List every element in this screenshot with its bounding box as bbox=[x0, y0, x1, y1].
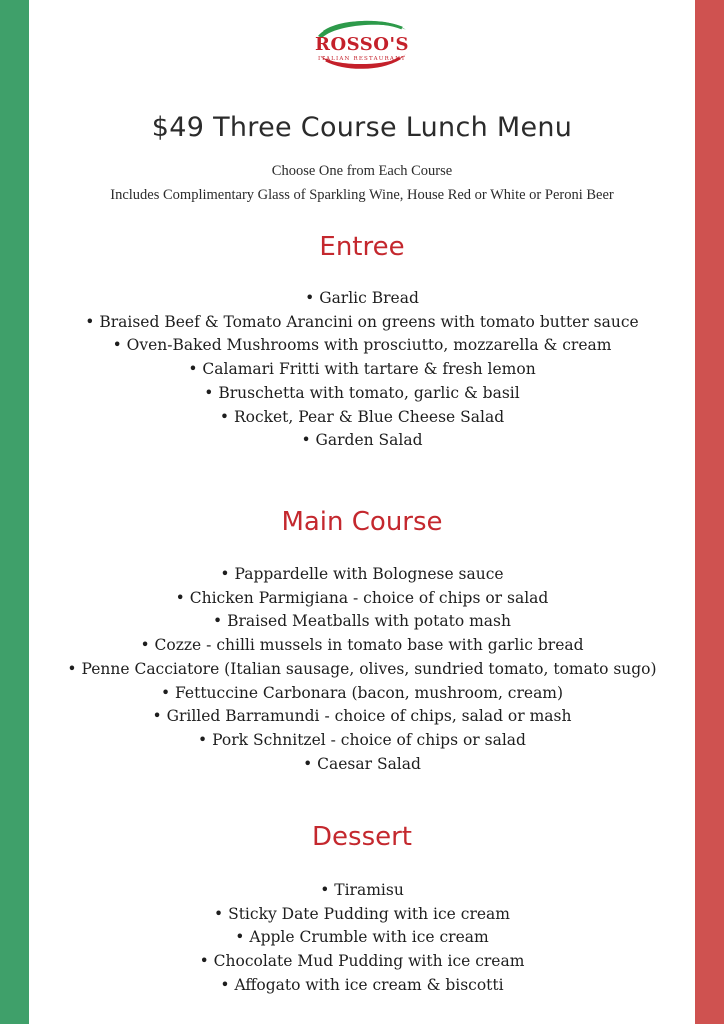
list-item: • Pork Schnitzel - choice of chips or salad bbox=[29, 729, 695, 753]
list-item: • Apple Crumble with ice cream bbox=[29, 926, 695, 950]
list-item: • Garden Salad bbox=[29, 429, 695, 453]
left-green-stripe bbox=[0, 0, 29, 1024]
list-item: • Chocolate Mud Pudding with ice cream bbox=[29, 950, 695, 974]
list-item: • Fettuccine Carbonara (bacon, mushroom, cream) bbox=[29, 682, 695, 706]
dessert-heading: Dessert bbox=[312, 822, 412, 852]
list-item: • Garlic Bread bbox=[29, 287, 695, 311]
list-item: • Tiramisu bbox=[29, 879, 695, 903]
list-item: • Calamari Fritti with tartare & fresh lemon bbox=[29, 358, 695, 382]
dessert-list bbox=[29, 879, 695, 998]
list-item: • Grilled Barramundi - choice of chips, salad or mash bbox=[29, 705, 695, 729]
main-course-list bbox=[29, 563, 695, 776]
list-item: • Caesar Salad bbox=[29, 753, 695, 777]
list-item: • Pappardelle with Bolognese sauce bbox=[29, 563, 695, 587]
list-item: • Braised Beef & Tomato Arancini on greens with tomato butter sauce bbox=[29, 311, 695, 335]
list-item: • Cozze - chilli mussels in tomato base with garlic bread bbox=[29, 634, 695, 658]
list-item: • Oven-Baked Mushrooms with prosciutto, mozzarella & cream bbox=[29, 334, 695, 358]
list-item: • Sticky Date Pudding with ice cream bbox=[29, 903, 695, 927]
entree-heading: Entree bbox=[319, 232, 405, 262]
logo-tagline: ITALIAN RESTAURANT bbox=[318, 56, 406, 62]
main-course-heading: Main Course bbox=[281, 507, 443, 537]
list-item: • Penne Cacciatore (Italian sausage, olives, sundried tomato, tomato sugo) bbox=[29, 658, 695, 682]
list-item: • Bruschetta with tomato, garlic & basil bbox=[29, 382, 695, 406]
menu-subtitle-line2: Includes Complimentary Glass of Sparkling Wine, House Red or White or Peroni Beer bbox=[110, 187, 614, 203]
logo-name: ROSSO'S bbox=[315, 34, 409, 55]
right-red-stripe bbox=[695, 0, 724, 1024]
menu-subtitle-line1: Choose One from Each Course bbox=[271, 163, 453, 179]
list-item: • Affogato with ice cream & biscotti bbox=[29, 974, 695, 998]
entree-list bbox=[29, 287, 695, 453]
menu-title: $49 Three Course Lunch Menu bbox=[151, 112, 573, 143]
list-item: • Chicken Parmigiana - choice of chips or salad bbox=[29, 587, 695, 611]
restaurant-logo bbox=[312, 16, 412, 72]
list-item: • Braised Meatballs with potato mash bbox=[29, 610, 695, 634]
list-item: • Rocket, Pear & Blue Cheese Salad bbox=[29, 406, 695, 430]
